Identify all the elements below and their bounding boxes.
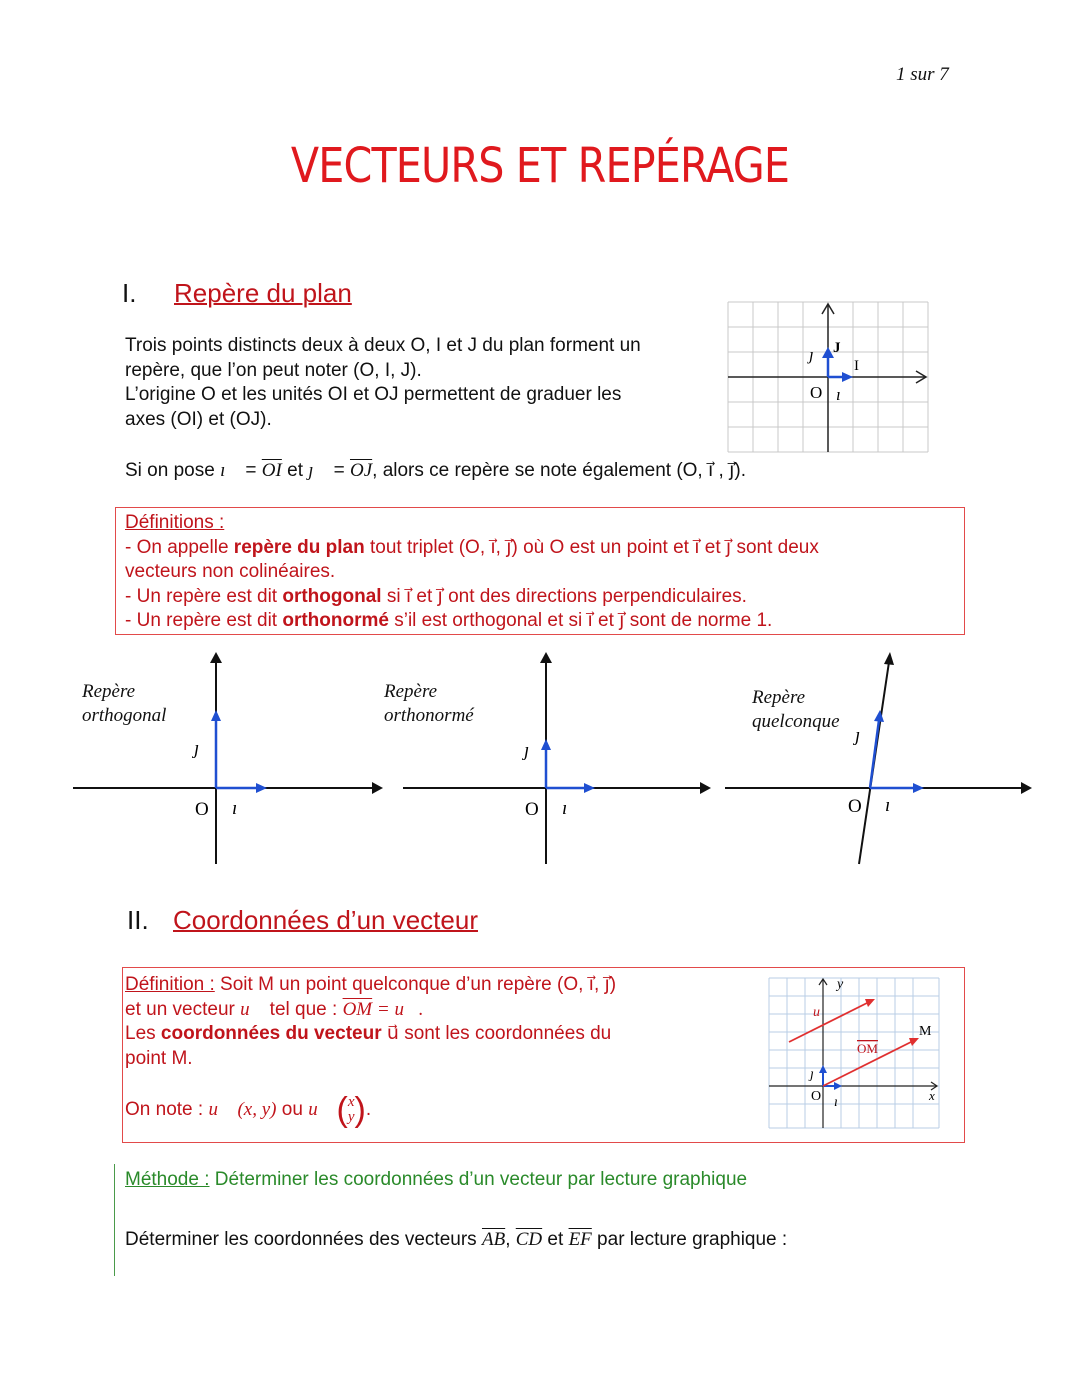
method-label: Méthode : bbox=[125, 1169, 210, 1190]
definition-heading: Définition : bbox=[125, 974, 215, 995]
section-1-intro bbox=[125, 334, 725, 432]
u-coords: u⃗ (x, y) bbox=[208, 1098, 277, 1120]
text: par lecture graphique : bbox=[591, 1229, 788, 1250]
section-2-number: II. bbox=[127, 905, 149, 935]
ef-vector: $\overline{EF}$ bbox=[568, 1229, 592, 1250]
O-label: O bbox=[848, 796, 862, 817]
O-label: O bbox=[811, 1089, 822, 1104]
text: Les bbox=[125, 1023, 161, 1044]
i-label: ı⃗ bbox=[232, 798, 253, 819]
oi-vector: $\overline{OI}$ bbox=[261, 460, 282, 481]
intro-line: Trois points distincts deux à deux O, I et J du plan forment un bbox=[125, 335, 641, 356]
section-2-heading bbox=[127, 905, 478, 936]
text: Déterminer les coordonnées des vecteurs bbox=[125, 1229, 482, 1250]
label-line: orthogonal bbox=[82, 705, 167, 726]
text: point M. bbox=[125, 1047, 193, 1069]
u-label: u⃗ bbox=[813, 1005, 831, 1020]
frame-any-figure bbox=[722, 648, 1042, 868]
i-label: ı⃗ bbox=[834, 1095, 849, 1110]
label-line: Repère bbox=[384, 681, 438, 702]
definitions-heading: Définitions : bbox=[125, 512, 225, 533]
oij-grid-figure bbox=[726, 300, 932, 455]
method-task bbox=[125, 1228, 787, 1253]
j-label: ȷ⃗ bbox=[855, 725, 876, 746]
text: - Un repère est dit bbox=[125, 610, 283, 631]
I-label: I bbox=[854, 358, 859, 374]
om-vector: $\overline{OM}$ bbox=[342, 998, 373, 1020]
text: - Un repère est dit bbox=[125, 585, 283, 607]
oj-vector: $\overline{OJ}$ bbox=[349, 460, 373, 481]
text: ou bbox=[276, 1098, 309, 1120]
definitions-box bbox=[115, 507, 965, 635]
x-axis-label: x bbox=[929, 1088, 935, 1103]
text: et un vecteur bbox=[125, 998, 241, 1020]
u-symbol: u⃗ bbox=[308, 1098, 333, 1120]
i-label: ı⃗ bbox=[836, 385, 854, 404]
text: On note : bbox=[125, 1098, 209, 1120]
bold-term: orthogonal bbox=[282, 585, 382, 607]
intro-line: L’origine O et les unités OI et OJ permettent de graduer les bbox=[125, 384, 622, 405]
ab-vector: $\overline{AB}$ bbox=[481, 1229, 506, 1250]
label-line: quelconque bbox=[752, 711, 840, 732]
M-label: M bbox=[919, 1024, 932, 1039]
paren-left: ( bbox=[336, 1091, 348, 1129]
section-1-heading bbox=[122, 278, 352, 309]
bold-term: repère du plan bbox=[233, 536, 365, 558]
text: tel que : bbox=[264, 998, 343, 1020]
page-title: VECTEURS ET REPÉRAGE bbox=[290, 138, 790, 194]
method-heading bbox=[125, 1168, 747, 1193]
text: = u⃗. bbox=[372, 998, 424, 1020]
label-line: Repère bbox=[82, 681, 136, 702]
label-line: orthonormé bbox=[384, 705, 474, 726]
i-label: ı⃗ bbox=[562, 798, 583, 819]
frame-orthonormal-figure bbox=[400, 648, 720, 868]
i-symbol: ı⃗ bbox=[220, 460, 241, 481]
section-2-title: Coordonnées d’un vecteur bbox=[173, 905, 478, 935]
j-label: ȷ⃗ bbox=[809, 345, 827, 364]
text: = bbox=[240, 460, 262, 481]
method-title: Déterminer les coordonnées d’un vecteur par lecture graphique bbox=[209, 1169, 748, 1190]
i-label: ı⃗ bbox=[885, 795, 906, 816]
text: . bbox=[365, 1098, 372, 1120]
text: tout triplet (O, ı⃗, ȷ⃗) où O est un point et ı⃗ et ȷ⃗ sont deux bbox=[364, 536, 819, 558]
text: vecteurs non colinéaires. bbox=[125, 561, 336, 582]
section-1-number: I. bbox=[122, 278, 137, 308]
text: , bbox=[505, 1229, 516, 1250]
text: et bbox=[542, 1229, 569, 1250]
intro-line: axes (OI) et (OJ). bbox=[125, 408, 272, 430]
y-axis-label: y bbox=[837, 977, 844, 992]
j-symbol: ȷ⃗ bbox=[308, 460, 329, 481]
page-number: 1 sur 7 bbox=[896, 64, 949, 85]
text: = bbox=[328, 460, 350, 481]
om-grid-figure bbox=[767, 976, 943, 1130]
O-label: O bbox=[810, 383, 823, 402]
text: - On appelle bbox=[125, 536, 234, 558]
paren-right: ) bbox=[354, 1091, 366, 1129]
bold-term: coordonnées du vecteur bbox=[160, 1023, 382, 1044]
J-label: J bbox=[833, 340, 841, 356]
section-1-title: Repère du plan bbox=[174, 278, 352, 308]
frame-orthogonal-figure bbox=[70, 648, 390, 868]
text: Soit M un point quelconque d’un repère (O, ı⃗, ȷ⃗) bbox=[214, 974, 617, 995]
j-label: ȷ⃗ bbox=[194, 738, 215, 759]
text: Si on pose bbox=[125, 460, 221, 481]
column-vector bbox=[337, 1093, 366, 1127]
j-label: ȷ⃗ bbox=[810, 1067, 825, 1082]
j-label: ȷ⃗ bbox=[524, 740, 545, 761]
om-label: OM bbox=[857, 1041, 878, 1056]
method-margin-line bbox=[114, 1164, 115, 1276]
text: s’il est orthogonal et si ı⃗ et ȷ⃗ sont de norme 1. bbox=[388, 610, 773, 631]
O-label: O bbox=[195, 799, 209, 820]
y-entry: y bbox=[347, 1109, 355, 1125]
text: si ı⃗ et ȷ⃗ ont des directions perpendiculaires. bbox=[381, 585, 747, 607]
label-line: Repère bbox=[752, 687, 806, 708]
text: u⃗ sont les coordonnées du bbox=[381, 1023, 612, 1044]
text: , alors ce repère se note également (O, ı⃗ , ȷ⃗). bbox=[372, 460, 746, 481]
text: et bbox=[281, 460, 309, 481]
u-symbol: u⃗ bbox=[240, 998, 265, 1020]
notation-line bbox=[125, 459, 825, 484]
O-label: O bbox=[525, 799, 539, 820]
x-entry: x bbox=[347, 1094, 355, 1110]
bold-term: orthonormé bbox=[282, 610, 389, 631]
cd-vector: $\overline{CD}$ bbox=[515, 1229, 543, 1250]
intro-line: repère, que l’on peut noter (O, I, J). bbox=[125, 359, 422, 381]
